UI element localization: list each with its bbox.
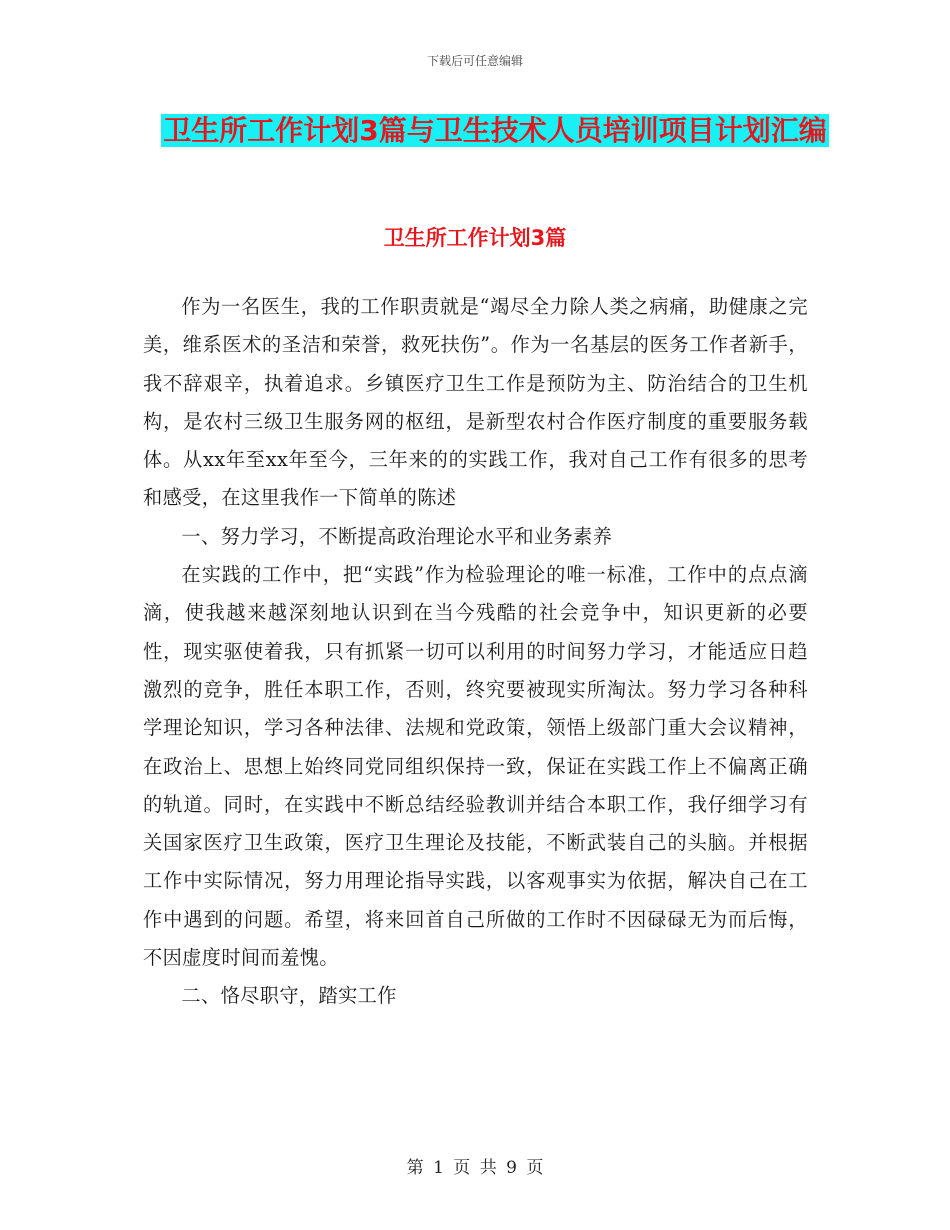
page-footer: 第 1 页 共 9 页 bbox=[406, 1158, 544, 1178]
paragraph-study: 在实践的工作中，把“实践”作为检验理论的唯一标准，工作中的点点滴滴，使我越来越深刻地认识到在当今残酷的社会竞争中，知识更新的必要性，现实驱使着我，只有抓紧一切可以利用的时间努力学习，才能适应日趋激烈的竞争，胜任本职工作，否则，终究要被现实所淘汰。努力学习各种科学理论知识，学习各种法律、法规和党政策，领悟上级部门重大会议精神，在政治上、思想上始终同党同组织保持一致，保证在实践工作上不偏离正确的轨道。同时，在实践中不断总结经验教训并结合本职工作，我仔细学习有关国家医疗卫生政策，医疗卫生理论及技能，不断武装自己的头脑。并根据工作中实际情况，努力用理论指导实践，以客观事实为依据，解决自己在工作中遇到的问题。希望，将来回首自己所做的工作时不因碌碌无为而后悔，不因虚度时间而羞愧。 bbox=[143, 563, 808, 970]
body-text bbox=[143, 288, 808, 1016]
header-note: 下载后可任意编辑 bbox=[426, 54, 523, 68]
paragraph-heading-2: 二、恪尽职守，踏实工作 bbox=[181, 984, 397, 1008]
paragraph-intro: 作为一名医生，我的工作职责就是“竭尽全力除人类之病痛，助健康之完美，维系医术的圣洁和荣誉，救死扶伤”。作为一名基层的医务工作者新手，我不辞艰辛，执着追求。乡镇医疗卫生工作是预防为主、防治结合的卫生机构，是农村三级卫生服务网的枢纽，是新型农村合作医疗制度的重要服务载体。从xx年至xx年至今，三年来的的实践工作，我对自己工作有很多的思考和感受，在这里我作一下简单的陈述 bbox=[143, 295, 808, 510]
document-title-text: 卫生所工作计划3篇与卫生技术人员培训项目计划汇编 bbox=[163, 114, 827, 147]
paragraph-heading-1: 一、努力学习，不断提高政治理论水平和业务素养 bbox=[181, 524, 613, 548]
section-title: 卫生所工作计划3篇 bbox=[383, 226, 567, 250]
document-title bbox=[160, 108, 830, 154]
